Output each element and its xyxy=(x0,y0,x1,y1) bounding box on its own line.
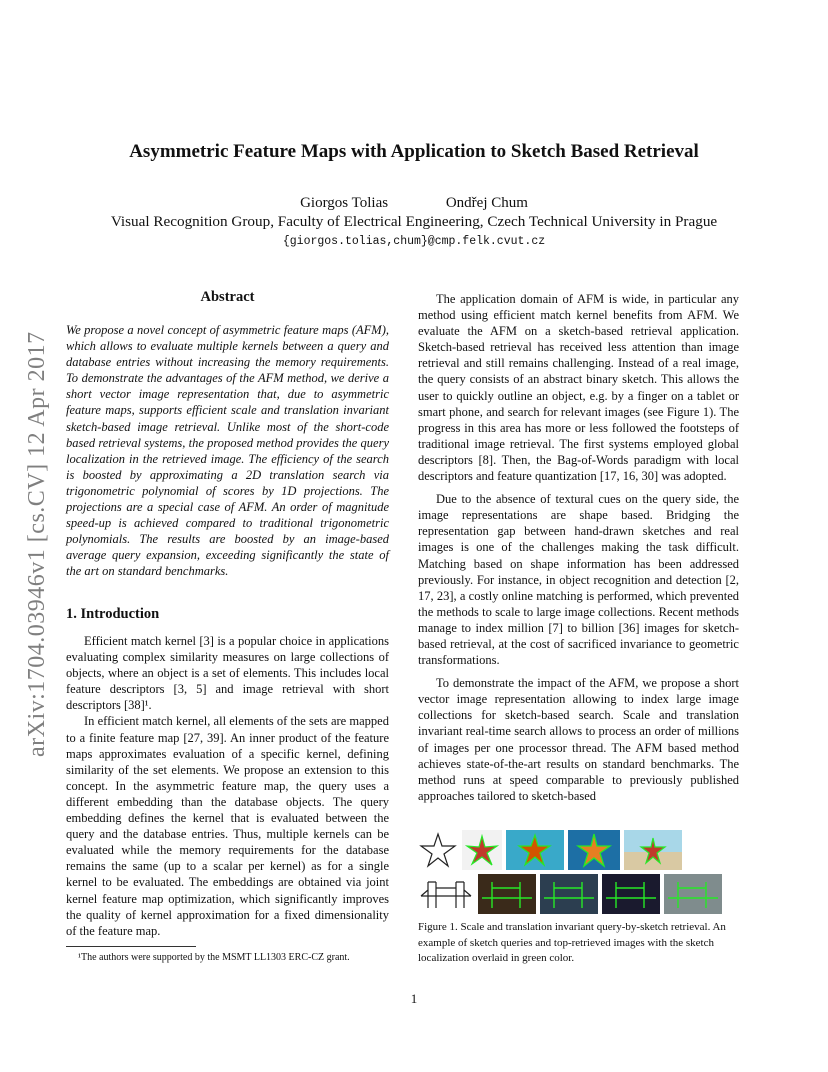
author-email: {giorgos.tolias,chum}@cmp.felk.cvut.cz xyxy=(282,235,546,248)
author-list xyxy=(0,195,828,212)
bridge-result-image xyxy=(478,874,536,914)
abstract-text: We propose a novel concept of asymmetric feature maps (AFM), which allows to evaluate multiple kernels between a query and database entries without increasing the memory requirements. To demonstrate the advantages of the AFM method, we derive a short vector image representation that, due to asymmetric feature maps, supports efficient scale and translation invariant sketch-based image retrieval. Unlike most of the short-code based retrieval systems, the proposed method provides the query localization in the retrieved image. The efficiency of the search is boosted by approximating a 2D translation search via trigonometric polynomial of scores by 1D projections. The projections are a special case of AFM. An order of magnitude speed-up is achieved compared to traditional trigonometric polynomials. The results are boosted by an image-based average query expansion, exceeding significantly the state of the art on standard benchmarks. xyxy=(66,323,389,579)
starfish-result-image xyxy=(568,830,620,870)
star-sketch-query xyxy=(418,830,458,870)
introduction-body xyxy=(66,633,389,939)
figure-1 xyxy=(418,830,739,916)
section-heading-introduction: 1. Introduction xyxy=(66,606,160,622)
bridge-sketch-query xyxy=(418,874,474,914)
footnote-rule xyxy=(66,946,196,947)
starfish-result-image xyxy=(506,830,564,870)
figure-row-bridge xyxy=(418,874,739,914)
figure-caption: Figure 1. Scale and translation invariant query-by-sketch retrieval. An example of sketch queries and top-retrieved images with the sketch localization overlaid in green color. xyxy=(418,921,726,964)
author-name: Giorgos Tolias xyxy=(300,195,389,211)
figure-row-star xyxy=(418,830,739,870)
bridge-result-image xyxy=(602,874,660,914)
starfish-result-image xyxy=(624,830,682,870)
footnote: ¹The authors were supported by the MSMT LL1303 ERC-CZ grant. xyxy=(78,952,350,963)
body-paragraph: The application domain of AFM is wide, in particular any method using efficient match kernel benefits from AFM. We evaluate the AFM on a sketch-based retrieval application. Sketch-based retrieval has received less attention than image retrieval and still remains challenging. Instead of a real image, the query consists of an abstract binary sketch. This allows the user to quickly outline an object, e.g. by a finger on a tablet or smart phone, and search for relevant images (see Figure 1). The progress in this area has more or less followed the footsteps of traditional image retrieval. The first systems employed global descriptors [8]. Then, the Bag-of-Words paradigm with local descriptors and feature quantization [17, 16, 30] was adopted. xyxy=(418,292,739,484)
body-paragraph: To demonstrate the impact of the AFM, we propose a short vector image representation allowing to index large image collections for sketch-based search. Scale and translation invariant real-time search allows to process an order of millions of images per one processor thread. The AFM based method achieves state-of-the-art results on standard benchmarks. The method runs at speed comparable to previously published approaches tailored to sketch-based xyxy=(418,676,739,803)
arxiv-identifier: arXiv:1704.03946v1 [cs.CV] 12 Apr 2017 xyxy=(24,331,50,757)
intro-paragraph: Efficient match kernel [3] is a popular choice in applications evaluating complex similarity measures on large collections of objects, where an object is a set of elements. This includes local feature descriptors [3, 5] and image retrieval with short descriptors [38]¹. xyxy=(66,634,389,713)
right-column xyxy=(418,291,739,804)
bridge-result-image xyxy=(664,874,722,914)
body-paragraph: Due to the absence of textural cues on the query side, the image representations are shape based. Bridging the representation gap between hand-drawn sketches and real images is one of the challenges making the task difficult. Matching based on shape information has been addressed previously. For instance, in object recognition and detection [2, 17, 23], a costly online matching is performed, which prevented the methods to scale to large image collections. Recent methods manage to index million [7] to billion [36] images for sketch-based retrieval, at the cost of sacrificed invariance to geometric transformations. xyxy=(418,492,739,668)
affiliation: Visual Recognition Group, Faculty of Electrical Engineering, Czech Technical University in Prague xyxy=(110,213,718,230)
bridge-result-image xyxy=(540,874,598,914)
page-number: 1 xyxy=(410,991,418,1006)
paper-title: Asymmetric Feature Maps with Application to Sketch Based Retrieval xyxy=(129,141,699,162)
intro-paragraph: In efficient match kernel, all elements of the sets are mapped to a finite feature map [27, 39]. An inner product of the feature maps approximates evaluation of a specific kernel, defining similarity of the set elements. We propose an extension to this concept. In the asymmetric feature map, the query uses a different embedding than the database objects. The query embedding defines the kernel that is evaluated between the query and the database entries. Thus, multiple kernels can be evaluated while the memory requirements for the database remains the same (up to a scalar per kernel) as for a single kernel to be evaluated. The embeddings are obtained via joint kernel feature map optimization, which significantly improves the quality of kernel approximation for a fixed dimensionality of the feature map. xyxy=(66,714,389,938)
starfish-result-image xyxy=(462,830,502,870)
author-name: Ondřej Chum xyxy=(445,195,528,211)
abstract-heading: Abstract xyxy=(200,289,255,305)
